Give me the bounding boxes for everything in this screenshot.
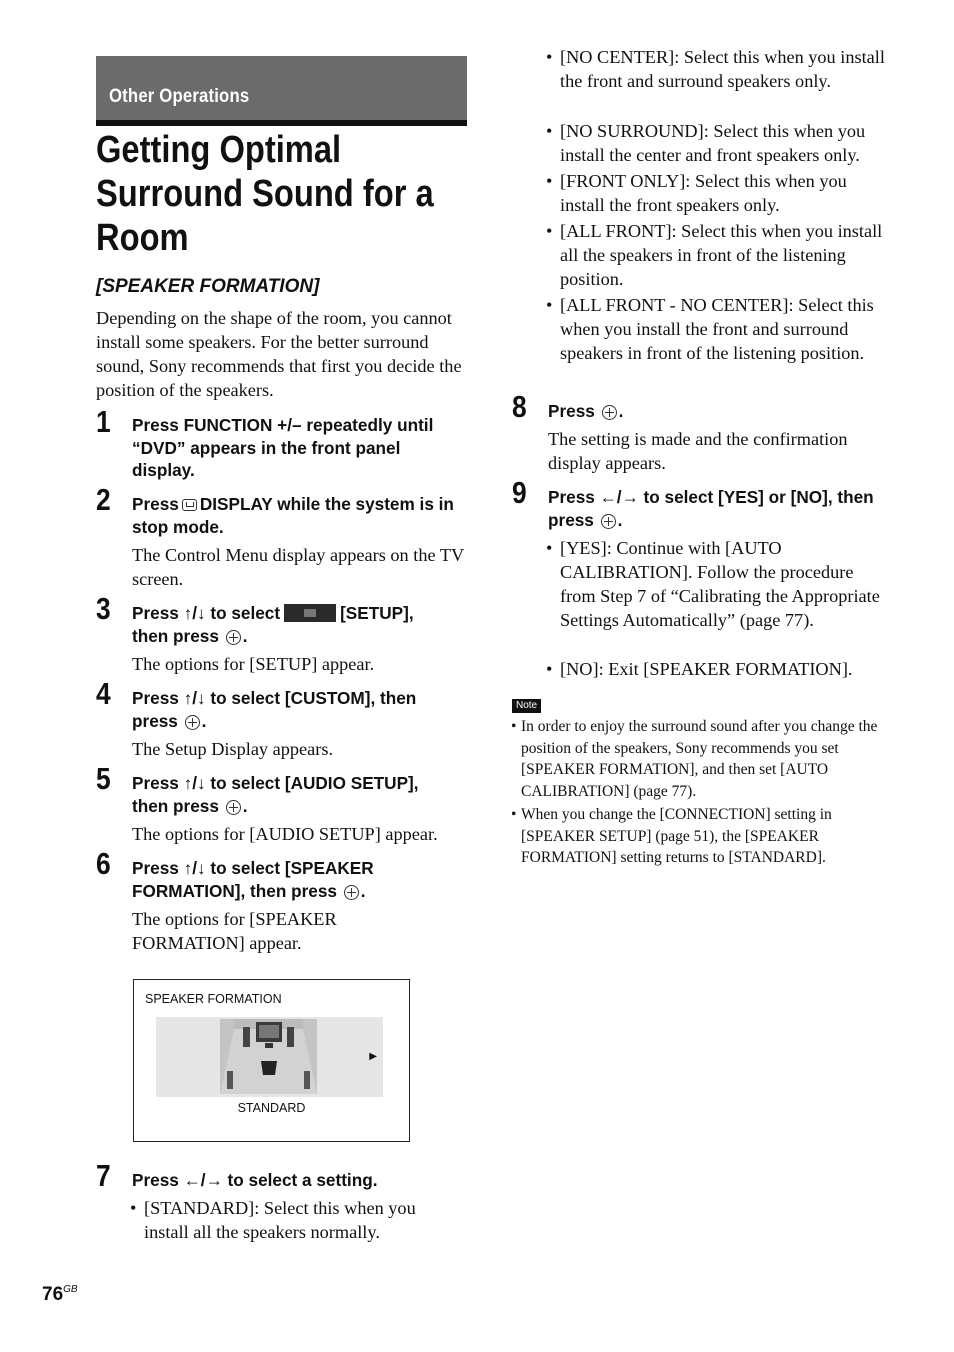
step-9-heading-a: Press ←/→ to select [YES] or [NO], then (548, 487, 874, 507)
page-number-suffix: GB (63, 1284, 78, 1295)
step-9-bullet-1 (546, 536, 890, 632)
right-arrow-icon: ▶ (369, 1051, 377, 1062)
note-item-2-text: When you change the [CONNECTION] setting in [SPEAKER SETUP] (page 51), the [SPEAKER FORMATION] setting returns to [STANDARD]. (521, 806, 832, 867)
bullet-mark: • (546, 538, 553, 558)
right-bullet-3 (546, 169, 890, 217)
bullet-mark: • (546, 295, 553, 315)
enter-button-icon (226, 630, 241, 645)
note-item-2 (511, 804, 886, 869)
step-7-bullet (130, 1196, 464, 1244)
right-bullet-3-text: [FRONT ONLY]: Select this when you install the front speakers only. (560, 171, 847, 215)
step-9-bullet-1-text: [YES]: Continue with [AUTO CALIBRATION]. Follow the procedure from Step 7 of “Calibrating the Appropriate Settings Automatically” (page 77). (560, 538, 880, 630)
bullet-mark: • (546, 171, 553, 191)
speaker-layout-illustration (220, 1019, 317, 1094)
bullet-mark: • (546, 659, 553, 679)
right-bullet-2-text: [NO SURROUND]: Select this when you install the center and front speakers only. (560, 121, 866, 165)
step-2-body: The Control Menu display appears on the TV screen. (132, 545, 464, 589)
bullet-mark: • (511, 806, 517, 823)
step-2-heading (132, 493, 477, 538)
step-9-heading: Press ←/→ to select [YES] or [NO], then press . (548, 487, 874, 530)
step-3-heading-c: then press (132, 625, 219, 646)
step-9-bullet-2-text: [NO]: Exit [SPEAKER FORMATION]. (560, 659, 853, 679)
step-9-number: 9 (512, 475, 527, 510)
step-8-heading: Press . (548, 401, 624, 421)
step-2-number: 2 (96, 482, 111, 517)
step-7-bullet-text: [STANDARD]: Select this when you install all the speakers normally. (144, 1198, 416, 1242)
step-2-heading-a: Press (132, 494, 179, 514)
page-title: Getting Optimal Surround Sound for a Room (96, 129, 434, 259)
bullet-mark: • (130, 1198, 137, 1218)
right-bullet-1-text: [NO CENTER]: Select this when you install the front and surround speakers only. (560, 47, 885, 91)
step-3-heading-b: [SETUP], (340, 603, 414, 623)
display-icon (182, 499, 197, 511)
step-5-heading-b: then press (132, 795, 219, 816)
step-7-heading: Press ←/→ to select a setting. (132, 1170, 378, 1190)
step-8-heading-text: Press (548, 401, 595, 421)
step-6-number: 6 (96, 846, 111, 881)
step-3-number: 3 (96, 591, 111, 626)
step-7-number: 7 (96, 1158, 111, 1193)
right-bullet-5 (546, 293, 890, 365)
step-5-heading-a: Press ↑/↓ to select [AUDIO SETUP], (132, 773, 419, 793)
enter-button-icon (226, 800, 241, 815)
step-3-heading-a: Press ↑/↓ to select (132, 603, 281, 623)
step-6-heading-b: FORMATION], then press (132, 880, 337, 901)
step-8-body: The setting is made and the confirmation display appears. (548, 429, 848, 473)
intro-paragraph: Depending on the shape of the room, you cannot install some speakers. For the better surround sound, Sony recommends that first you decide the position of the speakers. (96, 308, 462, 400)
step-4-heading: Press ↑/↓ to select [CUSTOM], then press . (132, 688, 417, 731)
right-bullet-2 (546, 119, 890, 167)
step-5-number: 5 (96, 761, 111, 796)
bullet-mark: • (546, 47, 553, 67)
screen-panel (156, 1017, 383, 1097)
page-number-value: 76 (42, 1284, 64, 1305)
speaker-layout-image (220, 1019, 317, 1094)
step-4-heading-b: press (132, 710, 178, 731)
step-4-heading-a: Press ↑/↓ to select [CUSTOM], then (132, 688, 417, 708)
bullet-mark: • (546, 221, 553, 241)
right-bullet-4-text: [ALL FRONT]: Select this when you install all the speakers in front of the listening position. (560, 221, 883, 289)
step-2-heading-b: DISPLAY while the system is in stop mode. (132, 494, 454, 537)
section-band-label: Other Operations (109, 86, 250, 107)
step-4-body: The Setup Display appears. (132, 739, 334, 759)
step-5-heading: Press ↑/↓ to select [AUDIO SETUP], then press . (132, 773, 419, 816)
note-item-1 (511, 716, 886, 803)
right-bullet-4 (546, 219, 890, 291)
enter-button-icon (602, 405, 617, 420)
screen-title: SPEAKER FORMATION (145, 992, 282, 1006)
step-3-heading: Press ↑/↓ to select [SETUP], then press . (132, 603, 414, 646)
note-item-1-text: In order to enjoy the surround sound after you change the position of the speakers, Sony recommends you set [SPEAKER FORMATION], and then set [AUTO CALIBRATION] (page 77). (521, 718, 878, 801)
step-4-number: 4 (96, 676, 111, 711)
right-bullet-1 (546, 45, 890, 93)
enter-button-icon (185, 715, 200, 730)
page-number (42, 1284, 78, 1306)
right-bullet-5-text: [ALL FRONT - NO CENTER]: Select this when you install the front and surround speakers in front of the listening position. (560, 295, 874, 363)
setup-toolbox-icon (284, 604, 336, 622)
step-8-number: 8 (512, 389, 527, 424)
step-6-body: The options for [SPEAKER FORMATION] appear. (132, 909, 337, 953)
section-band (96, 56, 467, 126)
step-6-heading: Press ↑/↓ to select [SPEAKER FORMATION], then press . (132, 858, 374, 901)
note-badge: Note (512, 699, 541, 713)
enter-button-icon (601, 514, 616, 529)
step-1-heading: Press FUNCTION +/– repeatedly until “DVD” appears in the front panel display. (132, 415, 434, 480)
subheading: [SPEAKER FORMATION] (96, 276, 320, 297)
enter-button-icon (344, 885, 359, 900)
bullet-mark: • (546, 121, 553, 141)
step-9-bullet-2 (546, 657, 890, 681)
step-5-body: The options for [AUDIO SETUP] appear. (132, 824, 438, 844)
speaker-formation-screen (133, 979, 410, 1142)
screen-value: STANDARD (237, 1101, 306, 1115)
step-9-heading-b: press (548, 509, 594, 530)
step-3-body: The options for [SETUP] appear. (132, 654, 375, 674)
bullet-mark: • (511, 718, 517, 735)
step-1-number: 1 (96, 404, 111, 439)
step-6-heading-a: Press ↑/↓ to select [SPEAKER (132, 858, 374, 878)
